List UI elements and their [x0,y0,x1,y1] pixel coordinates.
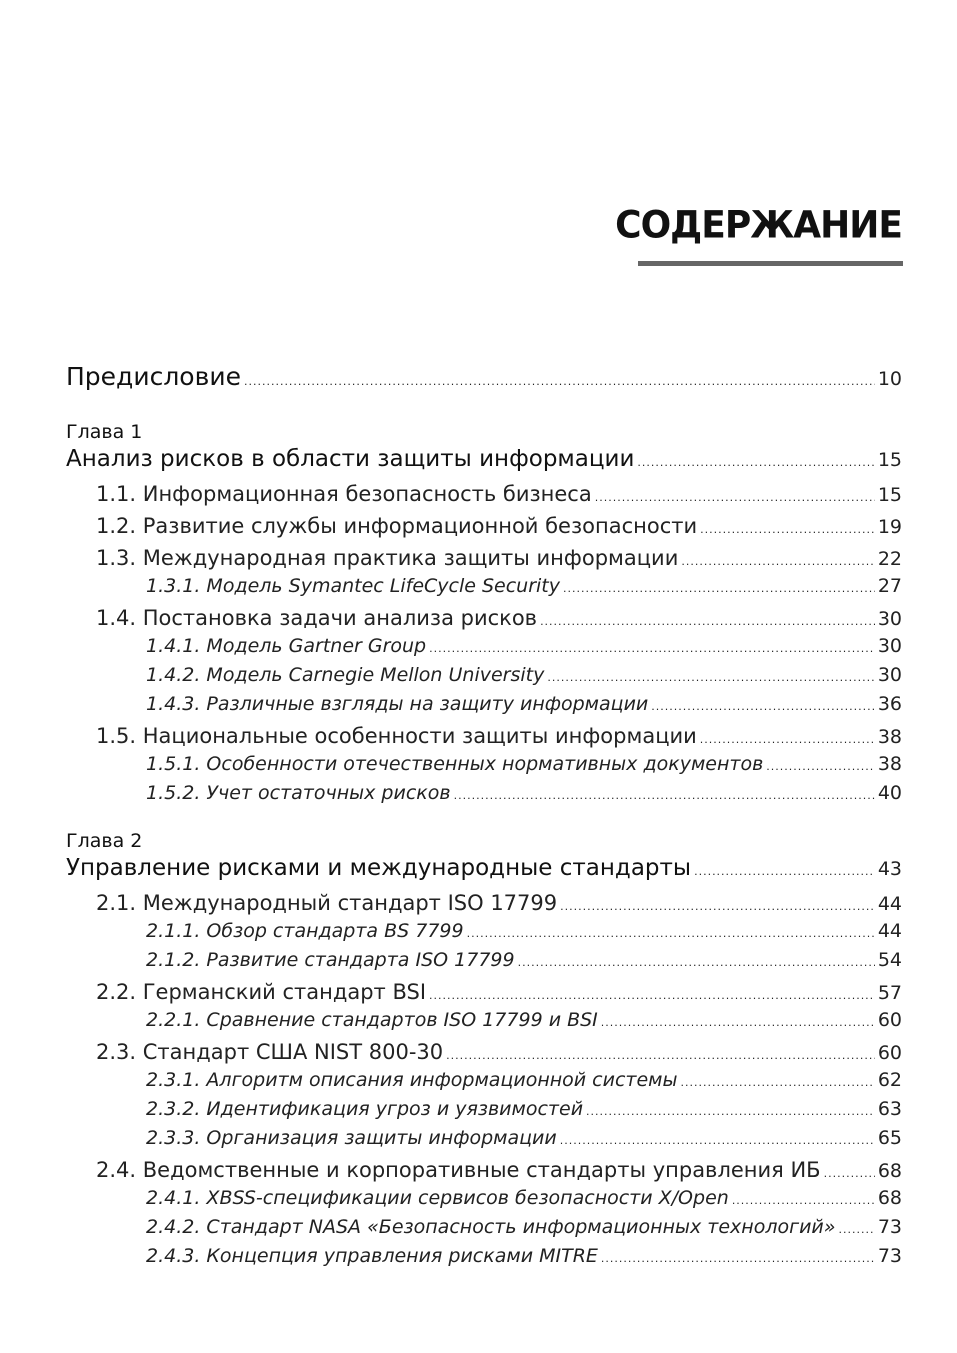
toc-entry-page: 38 [877,726,902,748]
toc-entry-section[interactable] [66,514,902,546]
leader-dots [732,1194,875,1207]
toc-entry-subsection[interactable] [66,1245,902,1274]
toc-entry-label: 1.2. Развитие службы информационной безопасности [96,514,698,538]
leader-dots [694,865,875,878]
leader-dots [601,1252,875,1265]
toc-entry-label: 2.2.1. Сравнение стандартов ISO 17799 и BSI [146,1009,598,1031]
toc-entry-page: 30 [877,608,902,630]
toc-entry-subsection[interactable] [66,693,902,722]
leader-dots [766,760,875,773]
leader-dots [429,642,875,655]
toc-entry-page: 57 [877,982,902,1004]
toc-entry-label: 2.3.2. Идентификация угроз и уязвимостей [146,1098,584,1120]
leader-dots [560,1134,875,1147]
toc-entry-subsection[interactable] [66,1127,902,1156]
toc-entry-chapter[interactable] [66,446,902,482]
toc-entry-label: 2.4.3. Концепция управления рисками MITRE [146,1245,598,1267]
toc-entry-label: Анализ рисков в области защиты информации [66,446,635,472]
toc-entry-label: Управление рисками и международные стандарты [66,855,692,881]
toc-entry-subsection[interactable] [66,1216,902,1245]
leader-dots [839,1223,875,1236]
leader-dots [700,523,875,536]
toc-entry-subsection[interactable] [66,1069,902,1098]
toc-entry-page: 62 [877,1069,902,1091]
toc-entry-page: 30 [877,635,902,657]
toc-entry-page: 44 [877,920,902,942]
toc-entry-section[interactable] [66,891,902,923]
leader-dots [547,671,874,684]
toc-entry-label: 1.3. Международная практика защиты информации [96,546,679,570]
toc-entry-subsection[interactable] [66,635,902,664]
toc-entry-label: 1.4.3. Различные взгляды на защиту информации [146,693,649,715]
toc-entry-page: 63 [877,1098,902,1120]
toc-entry-page: 19 [877,516,902,538]
leader-dots [824,1167,875,1180]
toc-entry-subsection[interactable] [66,664,902,693]
toc-entry-page: 60 [877,1042,902,1064]
page-heading [615,203,902,247]
toc-entry-label: 2.1. Международный стандарт ISO 17799 [96,891,558,915]
toc-entry-page: 22 [877,548,902,570]
leader-dots [700,733,875,746]
toc-entry-page: 65 [877,1127,902,1149]
toc-entry-page: 15 [877,449,902,471]
toc-entry-page: 27 [877,575,902,597]
toc-entry-label: 1.4. Постановка задачи анализа рисков [96,606,538,630]
toc-entry-page: 40 [877,782,902,804]
toc-entry-section[interactable] [66,1158,902,1190]
toc-entry-section[interactable] [66,724,902,756]
toc-entry-section[interactable] [66,980,902,1012]
toc-entry-page: 30 [877,664,902,686]
leader-dots [518,956,875,969]
toc-entry-chapter[interactable] [66,855,902,891]
leader-dots [601,1016,875,1029]
toc-entry-page: 36 [877,693,902,715]
leader-dots [454,789,875,802]
leader-dots [681,1076,875,1089]
leader-dots [429,989,875,1002]
toc-entry-label: 2.4.1. XBSS-спецификации сервисов безопасности X/Open [146,1187,729,1209]
leader-dots [446,1049,875,1062]
toc-entry-page: 10 [877,368,902,390]
toc-entry-label: Предисловие [66,362,241,391]
toc-entry-section[interactable] [66,1040,902,1072]
toc-entry-label: 2.3.3. Организация защиты информации [146,1127,557,1149]
toc-entry-page: 60 [877,1009,902,1031]
leader-dots [651,700,875,713]
leader-dots [467,927,875,940]
toc-entry-subsection[interactable] [66,1098,902,1127]
toc-entry-label: 1.5. Национальные особенности защиты информации [96,724,697,748]
toc-entry-label: 2.3.1. Алгоритм описания информационной системы [146,1069,678,1091]
toc-entry-label: 1.5.1. Особенности отечественных нормативных документов [146,753,764,775]
leader-dots [586,1105,875,1118]
toc-entry-page: 54 [877,949,902,971]
table-of-contents [66,362,902,1274]
toc-entry-page: 15 [877,484,902,506]
toc-entry-label: 2.1.1. Обзор стандарта BS 7799 [146,920,464,942]
leader-dots [637,456,874,469]
toc-entry-section[interactable] [66,482,902,514]
toc-entry-label: 1.1. Информационная безопасность бизнеса [96,482,592,506]
toc-entry-subsection[interactable] [66,949,902,978]
toc-entry-label: 1.4.2. Модель Carnegie Mellon University [146,664,545,686]
leader-dots [540,615,875,628]
toc-entry-subsection[interactable] [66,753,902,782]
toc-entry-label: 2.3. Стандарт США NIST 800-30 [96,1040,444,1064]
toc-entry-page: 73 [877,1245,902,1267]
toc-entry-label: 2.4.2. Стандарт NASA «Безопасность информационных технологий» [146,1216,836,1238]
toc-entry-page: 68 [877,1187,902,1209]
page-title: СОДЕРЖАНИЕ [615,203,902,247]
toc-entry-page: 44 [877,893,902,915]
toc-entry-label: 1.4.1. Модель Gartner Group [146,635,427,657]
toc-entry-section[interactable] [66,546,902,578]
toc-entry-label: 1.3.1. Модель Symantec LifeCycle Security [146,575,561,597]
leader-dots [560,900,875,913]
leader-dots [595,491,875,504]
toc-entry-subsection[interactable] [66,1187,902,1216]
toc-entry-page: 38 [877,753,902,775]
toc-entry-label: 2.4. Ведомственные и корпоративные стандарты управления ИБ [96,1158,821,1182]
toc-entry-page: 68 [877,1160,902,1182]
toc-entry-page: 73 [877,1216,902,1238]
chapter-label: Глава 1 [66,421,143,443]
leader-dots [244,375,875,388]
leader-dots [563,582,875,595]
leader-dots [681,555,874,568]
toc-entry-label: 1.5.2. Учет остаточных рисков [146,782,451,804]
toc-entry-subsection[interactable] [66,920,902,949]
toc-entry-preface[interactable] [66,362,902,402]
toc-entry-page: 43 [877,858,902,880]
toc-entry-section[interactable] [66,606,902,638]
chapter-label: Глава 2 [66,830,143,852]
toc-entry-label: 2.1.2. Развитие стандарта ISO 17799 [146,949,515,971]
toc-entry-subsection[interactable] [66,575,902,604]
toc-entry-subsection[interactable] [66,1009,902,1038]
toc-entry-label: 2.2. Германский стандарт BSI [96,980,427,1004]
toc-entry-subsection[interactable] [66,782,902,811]
title-rule [638,261,903,266]
